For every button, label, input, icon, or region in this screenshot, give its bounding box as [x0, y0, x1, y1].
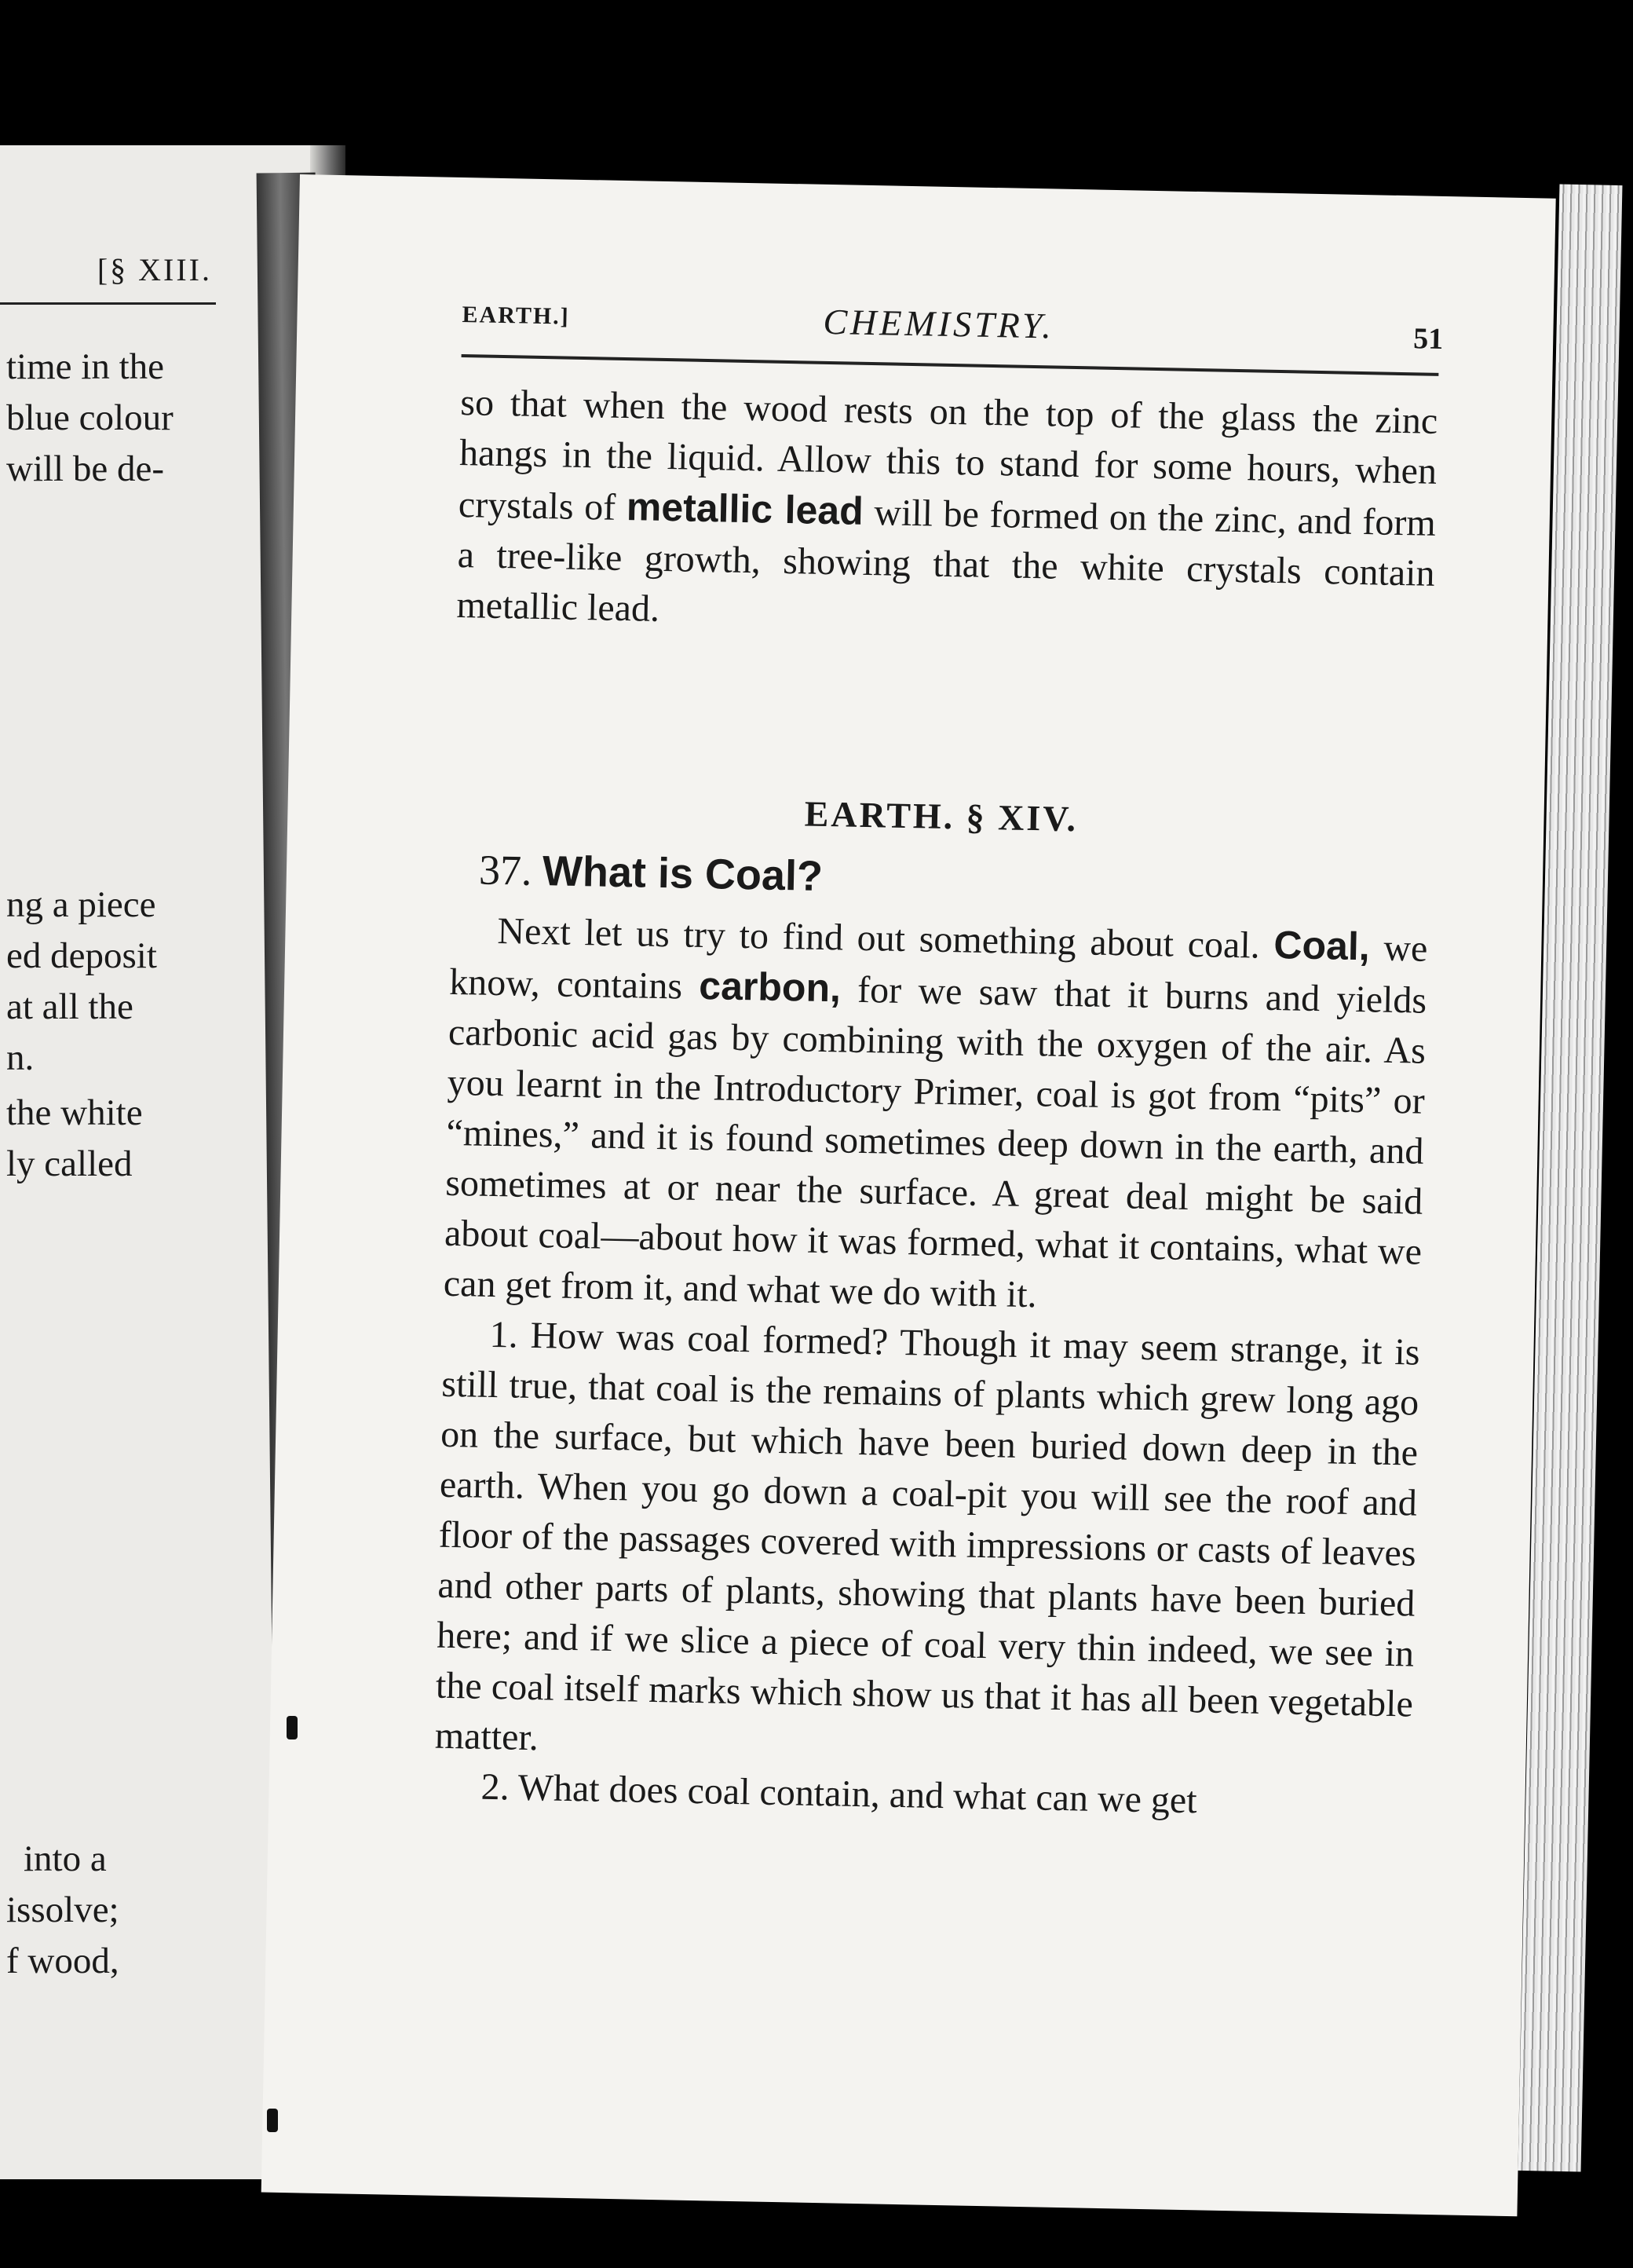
left-line: time in the — [6, 346, 165, 387]
header-rule — [462, 354, 1439, 376]
question-title: What is Coal? — [542, 847, 824, 900]
question-heading — [478, 846, 823, 901]
paragraph — [443, 904, 1428, 1328]
margin-mark — [267, 2109, 278, 2132]
left-line: issolve; — [6, 1889, 119, 1930]
bold-term: metallic lead — [626, 485, 864, 533]
left-line: will be de- — [6, 448, 164, 489]
left-line: at all the — [6, 986, 133, 1027]
paragraph-text: Next let us try to find out something about coal. — [497, 910, 1261, 967]
left-line: ly called — [6, 1143, 133, 1184]
left-header-rule — [0, 302, 216, 305]
body-text — [433, 904, 1428, 1831]
left-line: ng a piece — [6, 884, 156, 925]
left-page-header: [§ XIII. — [97, 252, 212, 287]
bold-term: carbon, — [698, 963, 842, 1011]
paragraph-text: we know, contains — [448, 927, 1428, 1008]
paragraph-text: will be formed on the zinc, and form a tree-like growth, showing that the white crystals contain metallic lead. — [455, 492, 1437, 630]
running-head-left: EARTH.] — [462, 302, 571, 330]
left-line: f wood, — [6, 1941, 119, 1981]
paragraph-text: so that when the wood rests on the top of the glass the zinc hangs in the liquid. Allow this to stand for some hours, when crystals of — [458, 381, 1438, 529]
paragraph-text: for we saw that it burns and yields carbonic acid gas by combining with the oxygen of the air. As you learnt in the Introductory Primer, coal is got from “pits” or “mines,” and it is found sometimes deep down in the earth, and sometimes at or near the surface. A great deal might be said about coal—about how it was formed, what it contains, what we can get from it, and what we do with it. — [443, 968, 1427, 1316]
left-line: the white — [6, 1092, 143, 1133]
paragraph-continuation — [456, 378, 1438, 649]
margin-mark — [287, 1716, 298, 1739]
running-head — [462, 294, 1444, 360]
running-head-title: CHEMISTRY. — [823, 301, 1055, 346]
paragraph: 2. What does coal contain, and what can we get — [480, 1765, 1198, 1822]
bold-term: Coal, — [1273, 922, 1371, 969]
right-page — [261, 174, 1556, 2216]
left-line: n. — [6, 1037, 35, 1078]
left-line: blue colour — [6, 397, 174, 438]
left-line: ed deposit — [6, 935, 157, 976]
question-number: 37. — [478, 846, 533, 894]
section-heading: EARTH. § XIV. — [804, 793, 1079, 840]
left-line: into a — [24, 1838, 107, 1879]
page-number: 51 — [1412, 322, 1444, 356]
paragraph: 1. How was coal formed? Though it may seem strange, it is still true, that coal is the remains of plants which grew long ago on the surface, but which have been buried down deep in the earth. When you go down a coal-pit you will see the roof and floor of the passages covered with impressions or casts of leaves and other parts of plants, showing that plants have been buried here; and if we slice a piece of coal very thin indeed, we see in the coal itself marks which show us that it has all been vegetable matter. — [434, 1313, 1420, 1759]
